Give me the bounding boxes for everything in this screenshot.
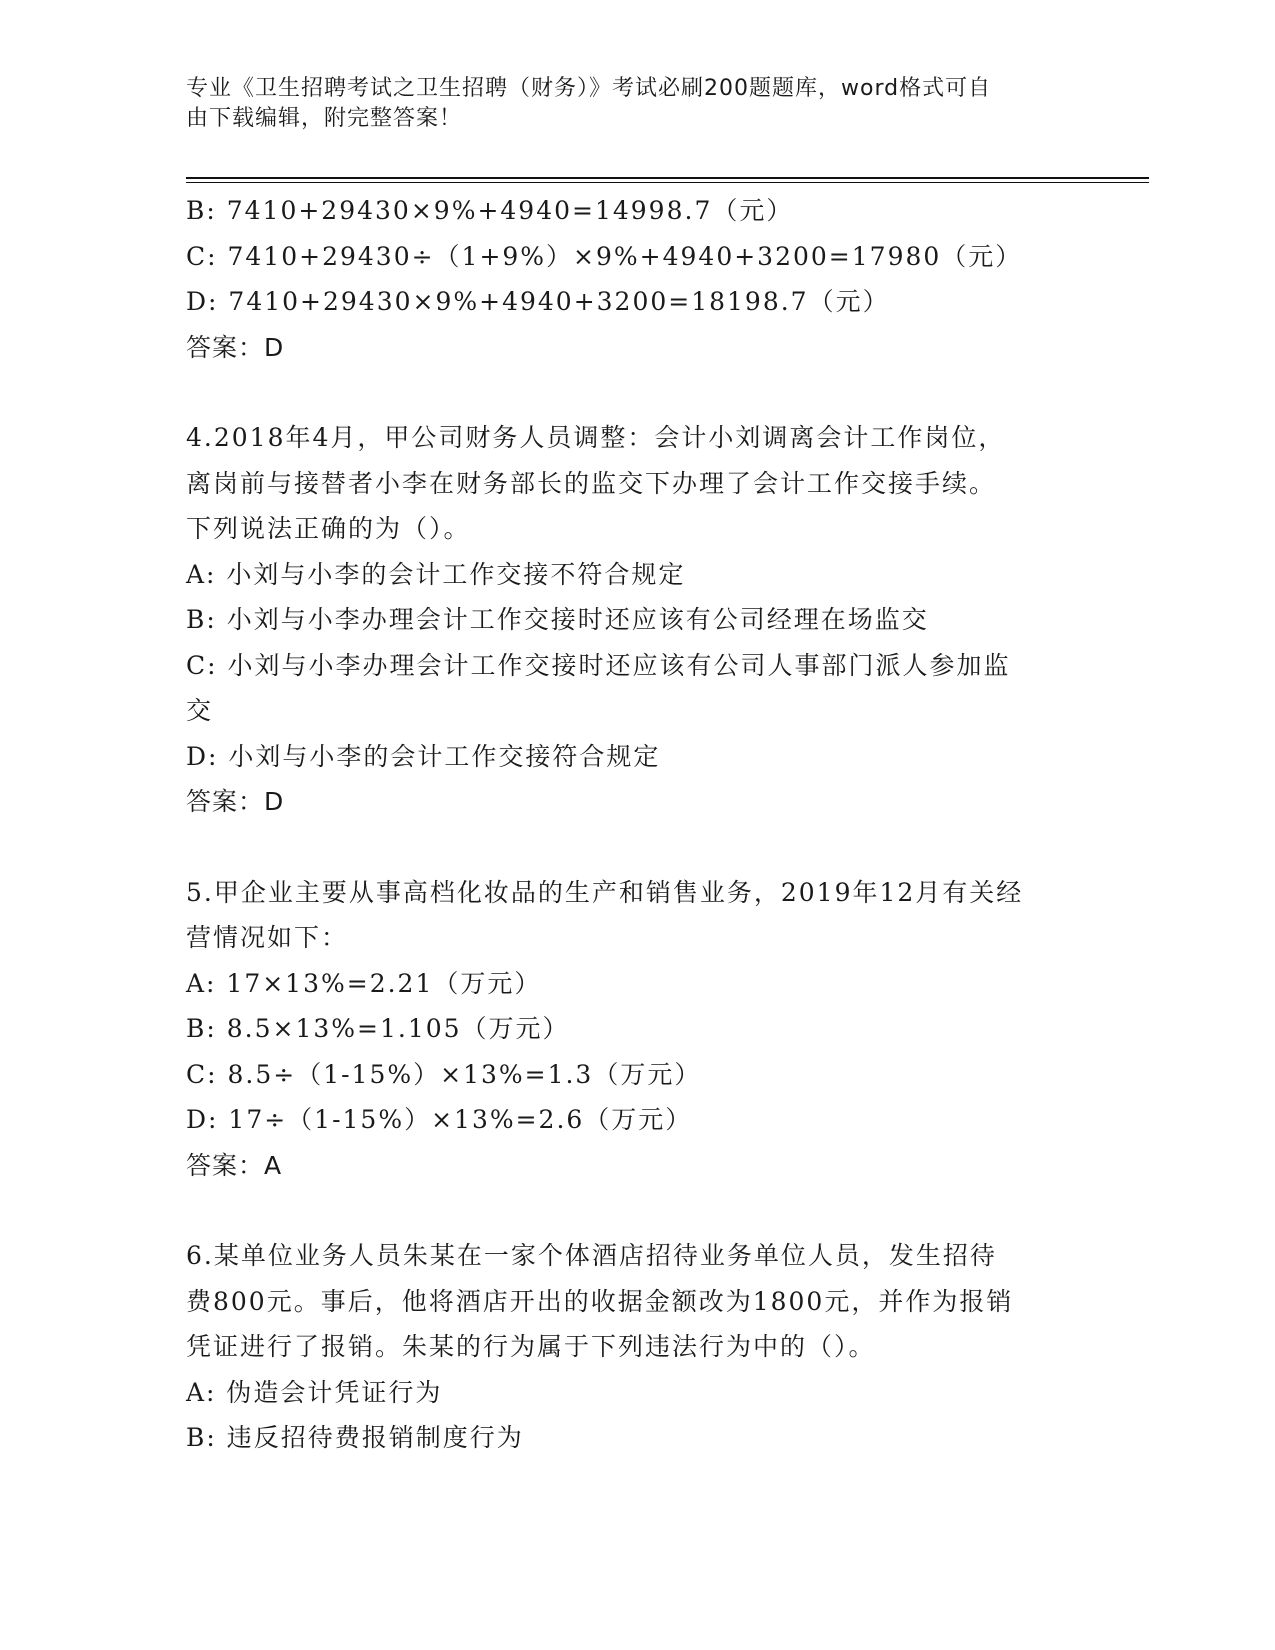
question-stem-line: 营情况如下： (186, 923, 349, 952)
question-stem-line: 4.2018年4月，甲公司财务人员调整：会计小刘调离会计工作岗位， (186, 423, 1006, 452)
question-block (186, 188, 1086, 370)
question-stem-line: 下列说法正确的为（）。 (186, 514, 471, 543)
answer-line: 答案：D (186, 332, 285, 362)
question-stem-line: 凭证进行了报销。朱某的行为属于下列违法行为中的（）。 (186, 1332, 876, 1361)
question-stem-line: 5.甲企业主要从事高档化妆品的生产和销售业务，2019年12月有关经 (186, 877, 1024, 907)
question-list (186, 188, 1086, 1461)
header-divider-thin (186, 182, 1149, 183)
question-block (186, 870, 1086, 1189)
option-line: C: 小刘与小李办理会计工作交接时还应该有公司人事部门派人参加监 (186, 650, 1011, 680)
option-line: C: 7410+29430÷（1+9%）×9%+4940+3200=17980（元） (186, 241, 1023, 271)
question-block (186, 1233, 1086, 1461)
answer-line: 答案：D (186, 787, 285, 816)
header-line: 由下载编辑，附完整答案！ (186, 106, 463, 131)
question-stem-line: 费800元。事后，他将酒店开出的收据金额改为1800元，并作为报销 (186, 1286, 1014, 1316)
header-line: 专业《卫生招聘考试之卫生招聘（财务）》考试必刷200题题库，word格式可自 (186, 76, 992, 101)
header-divider (186, 177, 1149, 179)
option-line: A: 伪造会计凭证行为 (186, 1377, 443, 1407)
option-line: D: 7410+29430×9%+4940+3200=18198.7（元） (186, 287, 890, 316)
option-line: B: 小刘与小李办理会计工作交接时还应该有公司经理在场监交 (186, 605, 929, 634)
spacer (186, 370, 1086, 415)
option-line: 交 (186, 696, 214, 725)
spacer (186, 1188, 1086, 1233)
option-line: C: 8.5÷（1-15%）×13%=1.3（万元） (186, 1059, 702, 1089)
option-line: D: 小刘与小李的会计工作交接符合规定 (186, 741, 661, 771)
answer-line: 答案：A (186, 1150, 283, 1180)
option-line: D: 17÷（1-15%）×13%=2.6（万元） (186, 1105, 693, 1134)
spacer (186, 825, 1086, 870)
option-line: A: 小刘与小李的会计工作交接不符合规定 (186, 559, 686, 589)
question-stem-line: 离岗前与接替者小李在财务部长的监交下办理了会计工作交接手续。 (186, 468, 997, 498)
option-line: B: 违反招待费报销制度行为 (186, 1423, 524, 1452)
question-stem-line: 6.某单位业务人员朱某在一家个体酒店招待业务单位人员，发生招待 (186, 1241, 997, 1270)
document-header (186, 74, 1066, 134)
option-line: A: 17×13%=2.21（万元） (186, 968, 542, 998)
question-block (186, 415, 1086, 825)
option-line: B: 8.5×13%=1.105（万元） (186, 1014, 570, 1043)
option-line: B: 7410+29430×9%+4940=14998.7（元） (186, 196, 794, 225)
